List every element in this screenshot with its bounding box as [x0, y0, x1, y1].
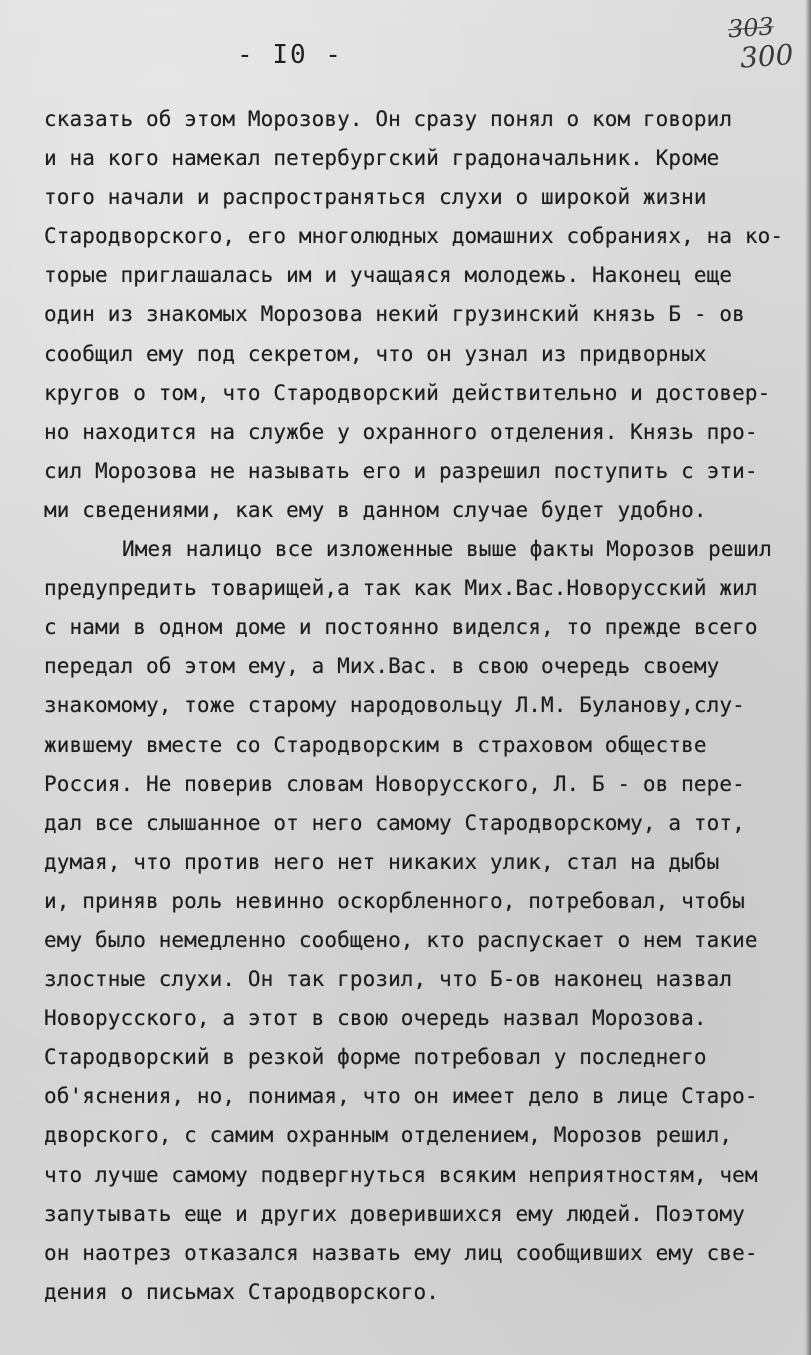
- archive-folio-old: 303: [727, 12, 775, 44]
- text-line: запутывать еще и других доверившихся ему людей. Поэтому: [44, 1201, 745, 1226]
- text-line: он наотрез отказался назвать ему лиц сообщивших ему све-: [44, 1240, 758, 1265]
- text-line: передал об этом ему, а Мих.Вас. в свою очередь своему: [44, 654, 720, 679]
- text-line: торые приглашалась им и учащаяся молодежь. Наконец еще: [44, 263, 733, 288]
- text-line: Стародворского, его многолюдных домашних собраниях, на ко-: [44, 224, 784, 249]
- text-line: Имея налицо все изложенные выше факты Морозов решил: [122, 537, 772, 562]
- text-line: Стародворский в резкой форме потребовал у последнего: [44, 1045, 707, 1070]
- text-line: знакомому, тоже старому народовольцу Л.М. Буланову,слу-: [44, 693, 745, 718]
- text-line: что лучше самому подвергнуться всяким неприятностям, чем: [44, 1162, 758, 1187]
- text-line: и, приняв роль невинно оскорбленного, потребовал, чтобы: [44, 888, 745, 913]
- text-line: ми сведениями, как ему в данном случае будет удобно.: [44, 497, 707, 522]
- text-line: дворского, с самим охранным отделением, Морозов решил,: [44, 1123, 733, 1148]
- text-line: кругов о том, что Стародворский действительно и достовер-: [44, 380, 771, 405]
- text-line: сказать об этом Морозову. Он сразу понял о ком говорил: [44, 107, 733, 131]
- text-line: сообщил ему под секретом, что он узнал из придворных: [44, 341, 707, 366]
- text-line: злостные слухи. Он так грозил, что Б-ов наконец назвал: [44, 967, 733, 992]
- text-line: но находится на службе у охранного отделения. Князь про-: [44, 419, 758, 444]
- page-edge-shadow: [805, 0, 811, 1355]
- text-line: жившему вместе со Стародворским в страховом обществе: [44, 732, 707, 757]
- text-line: думая, что против него нет никаких улик, стал на дыбы: [44, 849, 720, 874]
- typewritten-text: [44, 100, 794, 1312]
- text-line: Россия. Не поверив словам Новорусского, Л. Б - ов пере-: [44, 771, 745, 796]
- text-line: Новорусского, а этот в свою очередь назвал Морозова.: [44, 1006, 707, 1031]
- archive-folio-new: 300: [738, 37, 795, 75]
- text-line: с нами в одном доме и постоянно виделся, то прежде всего: [44, 615, 758, 640]
- text-line: того начали и распространяться слухи о широкой жизни: [44, 185, 707, 210]
- text-line: ему было немедленно сообщено, кто распускает о нем такие: [44, 927, 758, 952]
- text-line: сил Морозова не называть его и разрешил поступить с эти-: [44, 458, 758, 483]
- text-line: дал все слышанное от него самому Стародворскому, а тот,: [44, 810, 745, 835]
- text-line: об'яснения, но, понимая, что он имеет дело в лице Старо-: [44, 1084, 758, 1109]
- text-line: один из знакомых Морозова некий грузинский князь Б - ов: [44, 302, 745, 327]
- text-line: предупредить товарищей,а так как Мих.Вас.Новорусский жил: [44, 576, 758, 601]
- page-number: - I0 -: [237, 40, 343, 70]
- text-line: и на кого намекал петербургский градоначальник. Кроме: [44, 146, 720, 171]
- text-line: дения о письмах Стародворского.: [44, 1279, 440, 1304]
- archive-folio-mark: [721, 9, 805, 74]
